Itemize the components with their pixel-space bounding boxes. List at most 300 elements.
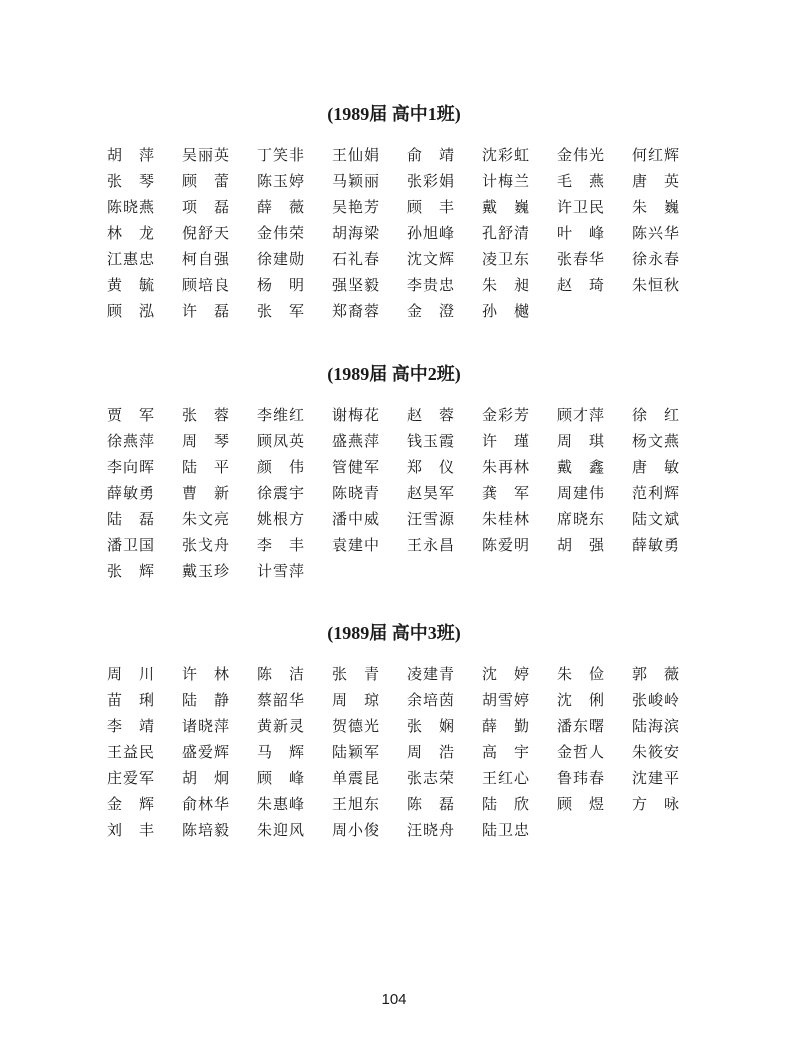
student-name: 陈晓青: [332, 484, 381, 502]
student-name-cell: [182, 480, 257, 506]
student-name: 杨 明: [257, 276, 304, 294]
student-name-cell: [557, 687, 632, 713]
student-name-cell: [407, 506, 482, 532]
student-name: 张 辉: [107, 562, 154, 580]
student-name-cell: [107, 506, 182, 532]
name-row: [107, 532, 707, 558]
student-name: 金 澄: [407, 302, 454, 320]
name-row: [107, 220, 707, 246]
student-name: 金 辉: [107, 795, 154, 813]
student-name: 丁笑非: [257, 146, 306, 164]
student-name: 陆 平: [182, 458, 229, 476]
student-name-cell: [482, 791, 557, 817]
student-name: 徐燕萍: [107, 432, 156, 450]
student-name-cell: [257, 480, 332, 506]
student-name: 朱 巍: [632, 198, 679, 216]
student-name: 凌卫东: [482, 250, 531, 268]
student-name-cell: [107, 246, 182, 272]
student-name-cell: [407, 661, 482, 687]
student-name: 沈文辉: [407, 250, 456, 268]
student-name: 周 琴: [182, 432, 229, 450]
student-name: 金伟光: [557, 146, 606, 164]
name-row: [107, 558, 707, 584]
student-name: 方 咏: [632, 795, 679, 813]
student-name: 陆 静: [182, 691, 229, 709]
student-name: 唐 敏: [632, 458, 679, 476]
student-name: 陆卫忠: [482, 821, 531, 839]
student-name-cell: [407, 765, 482, 791]
student-name-cell: [332, 272, 407, 298]
student-name: 陆颖军: [332, 743, 381, 761]
student-name: 俞林华: [182, 795, 231, 813]
student-name: 张 军: [257, 302, 304, 320]
name-row: [107, 428, 707, 454]
student-name: 盛爱辉: [182, 743, 231, 761]
student-name: 陆海滨: [632, 717, 681, 735]
student-name-cell: [557, 480, 632, 506]
student-name: 盛燕萍: [332, 432, 381, 450]
student-name: 朱筱安: [632, 743, 681, 761]
student-name-cell: [482, 765, 557, 791]
student-name: 何红辉: [632, 146, 681, 164]
student-name: 薛敏勇: [107, 484, 156, 502]
name-row: [107, 817, 707, 843]
student-name-cell: [107, 168, 182, 194]
name-row: [107, 454, 707, 480]
student-name: 陆 欣: [482, 795, 529, 813]
student-name: 吴艳芳: [332, 198, 381, 216]
student-name-cell: [107, 687, 182, 713]
student-name-cell: [107, 739, 182, 765]
student-name-cell: [182, 298, 257, 324]
student-name: 王永昌: [407, 536, 456, 554]
student-name-cell: [107, 298, 182, 324]
student-name: 顾 峰: [257, 769, 304, 787]
student-name-cell: [482, 402, 557, 428]
student-name-cell: [257, 687, 332, 713]
student-name-cell: [257, 765, 332, 791]
student-name-cell: [257, 454, 332, 480]
student-name: 王红心: [482, 769, 531, 787]
student-name: 潘卫国: [107, 536, 156, 554]
student-name: 毛 燕: [557, 172, 604, 190]
student-name-cell: [557, 532, 632, 558]
student-name: 龚 军: [482, 484, 529, 502]
student-name: 张彩娟: [407, 172, 456, 190]
student-name: 姚根方: [257, 510, 306, 528]
student-name: 余培茵: [407, 691, 456, 709]
name-row: [107, 272, 707, 298]
student-name-cell: [257, 220, 332, 246]
student-name: 孙旭峰: [407, 224, 456, 242]
student-name-cell: [182, 506, 257, 532]
student-name-cell: [332, 428, 407, 454]
student-name-cell: [632, 765, 707, 791]
student-name-cell: [407, 687, 482, 713]
name-row: [107, 298, 707, 324]
student-name-cell: [632, 506, 707, 532]
student-name: 朱 俭: [557, 665, 604, 683]
student-name-cell: [482, 739, 557, 765]
student-name: 石礼春: [332, 250, 381, 268]
class-section-3: [0, 621, 788, 839]
class-section-1: [0, 102, 788, 320]
student-name: 朱 昶: [482, 276, 529, 294]
student-name: 薛 薇: [257, 198, 304, 216]
student-name-cell: [632, 713, 707, 739]
student-name: 叶 峰: [557, 224, 604, 242]
student-name: 戴玉珍: [182, 562, 231, 580]
student-name-cell: [332, 454, 407, 480]
student-name-cell: [482, 142, 557, 168]
student-name-cell: [257, 739, 332, 765]
student-name: 薛敏勇: [632, 536, 681, 554]
student-name-cell: [557, 713, 632, 739]
student-name-cell: [257, 532, 332, 558]
student-name: 项 磊: [182, 198, 229, 216]
student-name: 胡雪婷: [482, 691, 531, 709]
student-name-cell: [107, 817, 182, 843]
student-name-cell: [332, 402, 407, 428]
student-name-cell: [482, 194, 557, 220]
name-row: [107, 168, 707, 194]
student-name: 管健军: [332, 458, 381, 476]
student-name: 王益民: [107, 743, 156, 761]
student-name-cell: [557, 661, 632, 687]
student-name-cell: [257, 558, 332, 584]
student-name-cell: [257, 272, 332, 298]
student-name-cell: [332, 713, 407, 739]
student-name-cell: [257, 402, 332, 428]
student-name: 谢梅花: [332, 406, 381, 424]
student-name-cell: [407, 246, 482, 272]
student-name-cell: [632, 661, 707, 687]
student-name-cell: [182, 402, 257, 428]
student-name-cell: [107, 791, 182, 817]
student-name-cell: [632, 246, 707, 272]
student-name-cell: [482, 506, 557, 532]
student-name-cell: [407, 142, 482, 168]
section-title: (1989届 高中1班): [327, 104, 461, 124]
student-name: 沈彩虹: [482, 146, 531, 164]
student-name: 顾 煜: [557, 795, 604, 813]
name-row: [107, 246, 707, 272]
student-name-cell: [407, 298, 482, 324]
student-name: 胡海梁: [332, 224, 381, 242]
student-name: 金彩芳: [482, 406, 531, 424]
student-name: 钱玉霞: [407, 432, 456, 450]
student-name-cell: [107, 480, 182, 506]
student-name-cell: [632, 142, 707, 168]
student-name: 王仙娟: [332, 146, 381, 164]
student-name-cell: [632, 791, 707, 817]
student-name-cell: [407, 272, 482, 298]
student-name: 郭 薇: [632, 665, 679, 683]
student-name-cell: [182, 168, 257, 194]
student-name: 周建伟: [557, 484, 606, 502]
student-name-cell: [332, 168, 407, 194]
student-name-cell: [332, 661, 407, 687]
student-name-cell: [557, 246, 632, 272]
student-name: 周 浩: [407, 743, 454, 761]
name-row: [107, 739, 707, 765]
student-name-cell: [332, 220, 407, 246]
student-name-cell: [482, 168, 557, 194]
student-name: 许 瑾: [482, 432, 529, 450]
student-name: 陈晓燕: [107, 198, 156, 216]
student-name: 胡 强: [557, 536, 604, 554]
student-name: 蔡韶华: [257, 691, 306, 709]
student-name: 周 琪: [557, 432, 604, 450]
student-name: 林 龙: [107, 224, 154, 242]
student-name: 陈兴华: [632, 224, 681, 242]
page-number: 104: [381, 991, 407, 1008]
student-name-cell: [482, 298, 557, 324]
student-name-cell: [107, 272, 182, 298]
student-name-cell: [557, 506, 632, 532]
student-name-cell: [257, 428, 332, 454]
student-name: 许 林: [182, 665, 229, 683]
student-name: 许 磊: [182, 302, 229, 320]
student-name: 张 琴: [107, 172, 154, 190]
student-name: 刘 丰: [107, 821, 154, 839]
student-name: 沈 俐: [557, 691, 604, 709]
student-name-cell: [332, 142, 407, 168]
student-name-cell: [407, 739, 482, 765]
student-name: 黄新灵: [257, 717, 306, 735]
student-name-cell: [482, 713, 557, 739]
student-name-cell: [257, 506, 332, 532]
student-name-cell: [332, 791, 407, 817]
student-name-cell: [407, 791, 482, 817]
student-name-cell: [632, 739, 707, 765]
student-name: 周 川: [107, 665, 154, 683]
name-grid: [107, 661, 707, 843]
student-name-cell: [482, 454, 557, 480]
student-name: 李维红: [257, 406, 306, 424]
student-name-cell: [632, 532, 707, 558]
student-name: 孔舒清: [482, 224, 531, 242]
student-name: 顾培良: [182, 276, 231, 294]
student-name: 顾才萍: [557, 406, 606, 424]
student-name-cell: [407, 713, 482, 739]
student-name-cell: [482, 687, 557, 713]
student-name-cell: [107, 428, 182, 454]
student-name-cell: [557, 142, 632, 168]
student-name-cell: [632, 272, 707, 298]
student-name: 张戈舟: [182, 536, 231, 554]
student-name-cell: [557, 220, 632, 246]
student-name-cell: [407, 454, 482, 480]
student-name: 赵昊军: [407, 484, 456, 502]
student-name-cell: [332, 506, 407, 532]
student-name-cell: [107, 713, 182, 739]
student-name-cell: [182, 817, 257, 843]
student-name-cell: [407, 817, 482, 843]
student-name: 李 靖: [107, 717, 154, 735]
student-name: 顾 蕾: [182, 172, 229, 190]
student-name: 薛 勤: [482, 717, 529, 735]
student-name-cell: [407, 402, 482, 428]
student-name: 朱再林: [482, 458, 531, 476]
class-section-2: [0, 362, 788, 580]
student-name: 徐震宇: [257, 484, 306, 502]
student-name-cell: [107, 402, 182, 428]
student-name: 赵 琦: [557, 276, 604, 294]
student-name: 鲁玮春: [557, 769, 606, 787]
student-name-cell: [182, 142, 257, 168]
student-name-cell: [632, 402, 707, 428]
student-name: 周小俊: [332, 821, 381, 839]
student-name: 金伟荣: [257, 224, 306, 242]
student-name-cell: [182, 739, 257, 765]
student-name: 黄 毓: [107, 276, 154, 294]
student-name-cell: [182, 454, 257, 480]
student-name-cell: [182, 428, 257, 454]
student-name-cell: [557, 428, 632, 454]
name-grid: [107, 142, 707, 324]
student-name: 朱文亮: [182, 510, 231, 528]
student-name: 李 丰: [257, 536, 304, 554]
student-name: 曹 新: [182, 484, 229, 502]
student-name-cell: [107, 142, 182, 168]
student-name: 徐永春: [632, 250, 681, 268]
student-name-cell: [332, 246, 407, 272]
student-name: 席晓东: [557, 510, 606, 528]
student-name-cell: [407, 220, 482, 246]
student-name-cell: [332, 817, 407, 843]
section-title: (1989届 高中3班): [327, 623, 461, 643]
student-name: 金哲人: [557, 743, 606, 761]
student-name: 戴 鑫: [557, 458, 604, 476]
student-name: 周 琼: [332, 691, 379, 709]
student-name: 强坚毅: [332, 276, 381, 294]
student-name: 顾 泓: [107, 302, 154, 320]
student-name-cell: [332, 480, 407, 506]
student-name-cell: [632, 194, 707, 220]
student-name: 潘东曙: [557, 717, 606, 735]
student-name: 吴丽英: [182, 146, 231, 164]
student-name: 郑 仪: [407, 458, 454, 476]
student-name: 计雪萍: [257, 562, 306, 580]
student-name: 马颖丽: [332, 172, 381, 190]
student-name-cell: [632, 687, 707, 713]
student-name-cell: [257, 298, 332, 324]
student-name: 杨文燕: [632, 432, 681, 450]
student-name: 李贵忠: [407, 276, 456, 294]
student-name-cell: [107, 454, 182, 480]
name-row: [107, 687, 707, 713]
student-name-cell: [632, 454, 707, 480]
name-row: [107, 765, 707, 791]
student-name-cell: [482, 428, 557, 454]
student-name-cell: [257, 246, 332, 272]
name-row: [107, 713, 707, 739]
name-row: [107, 480, 707, 506]
student-name: 戴 巍: [482, 198, 529, 216]
name-row: [107, 142, 707, 168]
student-name: 张 蓉: [182, 406, 229, 424]
name-row: [107, 194, 707, 220]
student-name: 张春华: [557, 250, 606, 268]
student-name: 颜 伟: [257, 458, 304, 476]
student-name-cell: [482, 246, 557, 272]
student-name: 倪舒天: [182, 224, 231, 242]
student-name: 贾 军: [107, 406, 154, 424]
section-title: (1989届 高中2班): [327, 364, 461, 384]
student-name: 朱迎风: [257, 821, 306, 839]
student-name: 唐 英: [632, 172, 679, 190]
student-name: 马 辉: [257, 743, 304, 761]
student-name: 汪晓舟: [407, 821, 456, 839]
student-name-cell: [332, 298, 407, 324]
student-name: 朱恒秋: [632, 276, 681, 294]
student-name: 张 青: [332, 665, 379, 683]
student-name: 沈建平: [632, 769, 681, 787]
student-name: 袁建中: [332, 536, 381, 554]
student-name: 朱惠峰: [257, 795, 306, 813]
student-name-cell: [257, 194, 332, 220]
student-name: 陈 磊: [407, 795, 454, 813]
student-name: 胡 萍: [107, 146, 154, 164]
student-name-cell: [257, 791, 332, 817]
student-name-cell: [182, 558, 257, 584]
student-name-cell: [257, 661, 332, 687]
student-name-cell: [107, 220, 182, 246]
student-name: 陆文斌: [632, 510, 681, 528]
student-name-cell: [557, 454, 632, 480]
student-name: 苗 琍: [107, 691, 154, 709]
name-row: [107, 791, 707, 817]
student-name: 陈 洁: [257, 665, 304, 683]
name-grid: [107, 402, 707, 584]
student-name-cell: [482, 661, 557, 687]
student-name-cell: [632, 480, 707, 506]
student-name: 陈玉婷: [257, 172, 306, 190]
student-name: 胡 炯: [182, 769, 229, 787]
student-name-cell: [632, 220, 707, 246]
student-name-cell: [557, 765, 632, 791]
student-name: 汪雪源: [407, 510, 456, 528]
student-name: 陈培毅: [182, 821, 231, 839]
student-name: 柯自强: [182, 250, 231, 268]
student-name-cell: [332, 532, 407, 558]
student-name: 江惠忠: [107, 250, 156, 268]
student-name-cell: [557, 739, 632, 765]
student-name: 顾凤英: [257, 432, 306, 450]
student-name-cell: [257, 168, 332, 194]
student-name-cell: [407, 428, 482, 454]
student-name-cell: [557, 402, 632, 428]
student-name-cell: [482, 480, 557, 506]
student-name: 诸晓萍: [182, 717, 231, 735]
name-row: [107, 506, 707, 532]
name-row: [107, 402, 707, 428]
student-name-cell: [182, 246, 257, 272]
student-name: 顾 丰: [407, 198, 454, 216]
student-name: 陈爱明: [482, 536, 531, 554]
student-name: 郑裔蓉: [332, 302, 381, 320]
student-name-cell: [107, 532, 182, 558]
student-name-cell: [257, 713, 332, 739]
student-name-cell: [182, 272, 257, 298]
student-name: 朱桂林: [482, 510, 531, 528]
student-name: 俞 靖: [407, 146, 454, 164]
student-name: 李向晖: [107, 458, 156, 476]
student-name-cell: [257, 817, 332, 843]
student-name: 孙 樾: [482, 302, 529, 320]
student-name-cell: [182, 194, 257, 220]
